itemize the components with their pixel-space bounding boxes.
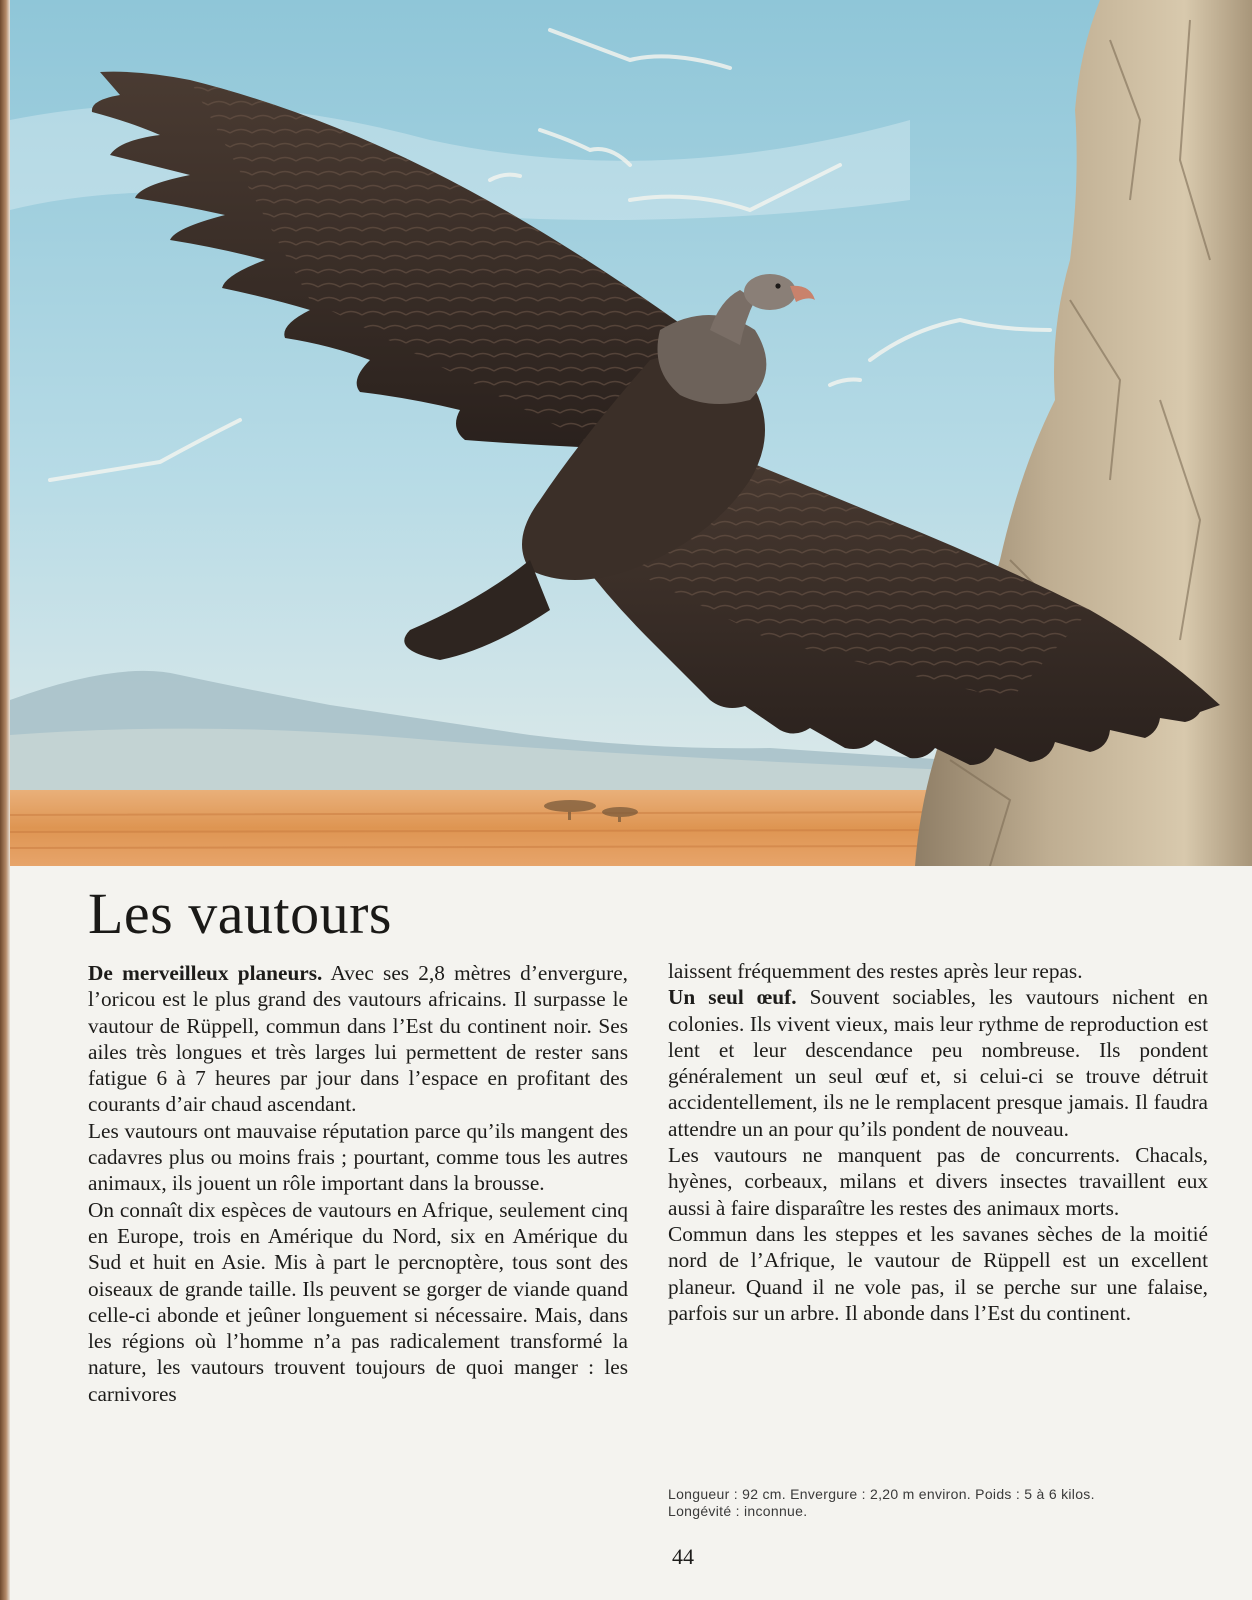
page-title: Les vautours <box>88 881 392 946</box>
page-number: 44 <box>672 1544 694 1569</box>
left-text-column <box>88 960 628 1407</box>
paragraph <box>668 1221 1208 1326</box>
vulture-illustration <box>10 0 1252 866</box>
paragraph-text: Les vautours ne manquent pas de concurrents. Chacals, hyènes, corbeaux, milans et divers insectes travaillent eux aussi à faire disparaître les restes des animaux morts. <box>668 1143 1208 1220</box>
paragraph-text: Souvent sociables, les vautours nichent en colonies. Ils vivent vieux, mais leur rythme de reproduction est lent et leur descendance peu nombreuse. Ils pondent généralement un seul œuf et, si celui-ci se trouve détruit accidentellement, ils ne le remplacent presque jamais. Il faudra attendre un an pour qu’ils pondent de nouveau. <box>668 985 1208 1141</box>
paragraph-lead: Un seul œuf. <box>668 985 797 1010</box>
paragraph-text: Commun dans les steppes et les savanes sèches de la moitié nord de l’Afrique, le vautour de Rüppell est un excellent planeur. Quand il ne vole pas, il se perche sur une falaise, parfois sur un arbre. Il abonde dans l’Est du continent. <box>668 1221 1208 1325</box>
paragraph <box>668 958 1208 984</box>
paragraph-text: Les vautours ont mauvaise réputation parce qu’ils mangent des cadavres plus ou moins frais ; pourtant, comme tous les autres animaux, ils jouent un rôle important dans la brousse. <box>88 1118 628 1196</box>
right-text-column <box>668 958 1208 1326</box>
paragraph <box>668 984 1208 1142</box>
species-facts <box>668 1486 1228 1520</box>
paragraph <box>88 1118 628 1197</box>
paragraph <box>88 1197 628 1407</box>
eye <box>775 283 780 288</box>
page-binding-edge <box>0 0 10 1600</box>
paragraph-text: On connaît dix espèces de vautours en Afrique, seulement cinq en Europe, trois en Amérique du Nord, six en Amérique du Sud et huit en Asie. Mis à part le percnoptère, tous sont des oiseaux de grande taille. Ils peuvent se gorger de viande quand celle-ci abonde et jeûner longuement si nécessaire. Mais, dans les régions où l’homme n’a pas radicalement transformé la nature, les vautours trouvent toujours de quoi manger : les carnivores <box>88 1197 628 1406</box>
paragraph-text: laissent fréquemment des restes après leur repas. <box>668 959 1083 983</box>
paragraph <box>668 1142 1208 1221</box>
paragraph-lead: De merveilleux planeurs. <box>88 961 323 985</box>
facts-line: Longueur : 92 cm. Envergure : 2,20 m environ. Poids : 5 à 6 kilos. <box>668 1486 1095 1502</box>
facts-line: Longévité : inconnue. <box>668 1503 808 1519</box>
paragraph <box>88 960 628 1118</box>
paragraph-text: Avec ses 2,8 mètres d’envergure, l’oricou est le plus grand des vautours africains. Il surpasse le vautour de Rüppell, commun dans l’Est du continent noir. Ses ailes très longues et très larges lui permettent de rester sans fatigue 6 à 7 heures par jour dans l’espace en profitant des courants d’air chaud ascendant. <box>88 961 628 1117</box>
head <box>744 274 796 310</box>
